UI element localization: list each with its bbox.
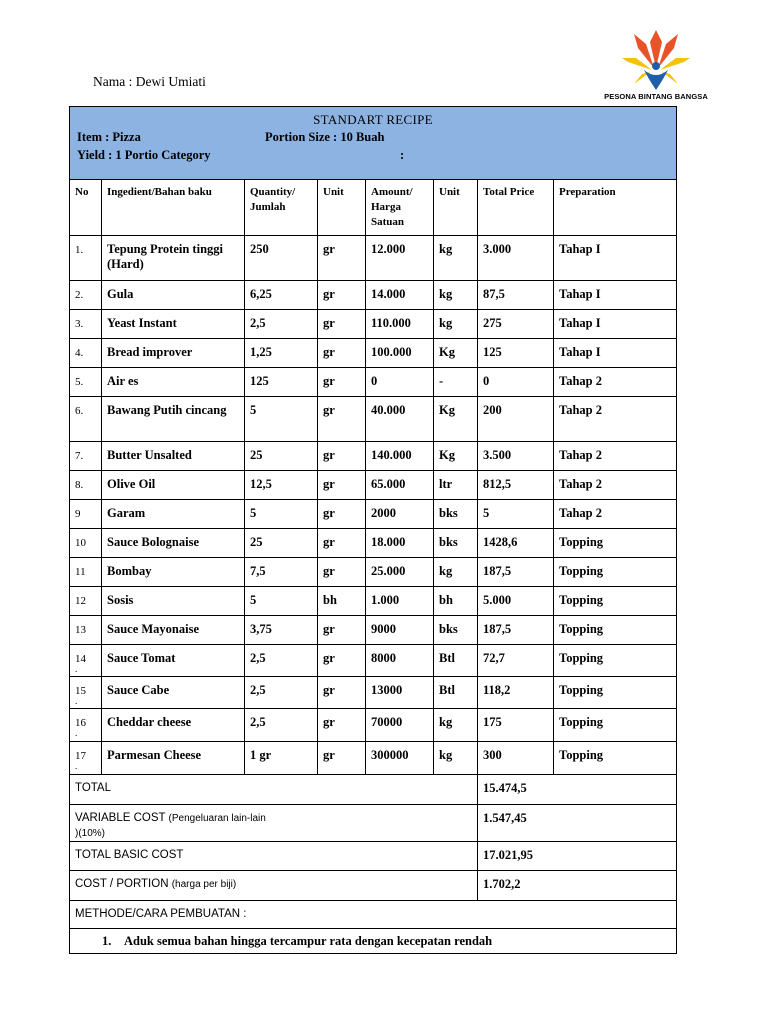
logo: [596, 28, 716, 108]
row-number-dot: .: [75, 761, 78, 771]
basic-cost-row: [70, 842, 677, 871]
row-number-text: 13: [75, 624, 86, 636]
cell-total-price: 3.500: [478, 442, 554, 471]
cell-quantity: 7,5: [245, 558, 318, 587]
recipe-title: STANDART RECIPE: [313, 112, 433, 127]
cell-unit: gr: [318, 500, 366, 529]
cell-unit: gr: [318, 529, 366, 558]
row-number-text: 5.: [75, 376, 84, 388]
cell-unit: gr: [318, 471, 366, 500]
cell-amount: 14.000: [366, 281, 434, 310]
row-number-text: 11: [75, 566, 86, 578]
row-number: [70, 558, 102, 587]
basic-cost-value: 17.021,95: [478, 842, 677, 871]
cell-unit2: kg: [434, 236, 478, 281]
cell-ingredient: Air es: [102, 368, 245, 397]
method-heading-row: [70, 901, 677, 929]
cell-total-price: 200: [478, 397, 554, 442]
cell-unit2: bks: [434, 529, 478, 558]
method-step-number: 1.: [102, 934, 112, 948]
ingredient-row: [70, 529, 677, 558]
cell-unit2: bks: [434, 500, 478, 529]
cell-total-price: 5: [478, 500, 554, 529]
row-number: [70, 236, 102, 281]
cell-unit2: ltr: [434, 471, 478, 500]
cell-amount: 12.000: [366, 236, 434, 281]
cell-quantity: 25: [245, 529, 318, 558]
row-number-text: 16: [75, 717, 86, 729]
cell-ingredient: Cheddar cheese: [102, 709, 245, 742]
recipe-header: [70, 107, 677, 180]
cost-portion-value: 1.702,2: [478, 871, 677, 901]
row-number: [70, 500, 102, 529]
cell-unit: gr: [318, 616, 366, 645]
cell-preparation: Topping: [554, 709, 677, 742]
row-number: [70, 616, 102, 645]
name-line: Nama : Dewi Umiati: [93, 74, 206, 89]
cell-unit: gr: [318, 368, 366, 397]
cell-ingredient: Garam: [102, 500, 245, 529]
col-no: No: [70, 180, 102, 236]
row-number-text: 1.: [75, 244, 84, 256]
cell-preparation: Topping: [554, 529, 677, 558]
cell-amount: 8000: [366, 645, 434, 677]
ingredient-row: [70, 677, 677, 709]
cell-preparation: Topping: [554, 587, 677, 616]
cell-unit: gr: [318, 645, 366, 677]
variable-cost-value: 1.547,45: [478, 805, 677, 842]
cell-amount: 70000: [366, 709, 434, 742]
cell-unit: gr: [318, 397, 366, 442]
ingredient-row: [70, 339, 677, 368]
row-number: [70, 310, 102, 339]
cell-quantity: 125: [245, 368, 318, 397]
cell-unit2: Btl: [434, 677, 478, 709]
row-number: [70, 471, 102, 500]
row-number: [70, 709, 102, 742]
cell-amount: 9000: [366, 616, 434, 645]
ingredient-row: [70, 236, 677, 281]
cost-portion-title: COST / PORTION: [75, 878, 169, 890]
ingredient-row: [70, 558, 677, 587]
row-number: [70, 529, 102, 558]
cell-ingredient: Gula: [102, 281, 245, 310]
cell-preparation: Topping: [554, 677, 677, 709]
cell-unit: gr: [318, 310, 366, 339]
ingredient-row: [70, 310, 677, 339]
cell-preparation: Tahap I: [554, 281, 677, 310]
cell-amount: 2000: [366, 500, 434, 529]
method-step-text: Aduk semua bahan hingga tercampur rata dengan kecepatan rendah: [124, 934, 493, 948]
cell-amount: 13000: [366, 677, 434, 709]
variable-cost-note: (Pengeluaran lain-lain: [168, 813, 266, 824]
cell-ingredient: Bombay: [102, 558, 245, 587]
row-number: [70, 339, 102, 368]
total-row: [70, 775, 677, 805]
cell-total-price: 187,5: [478, 616, 554, 645]
cell-unit: gr: [318, 281, 366, 310]
cell-unit2: -: [434, 368, 478, 397]
ingredient-row: [70, 645, 677, 677]
ingredient-row: [70, 368, 677, 397]
cell-amount: 1.000: [366, 587, 434, 616]
logo-text: PESONA BINTANG BANGSA: [604, 92, 708, 101]
cell-ingredient: Yeast Instant: [102, 310, 245, 339]
col-preparation: Preparation: [554, 180, 677, 236]
col-ingredient: Ingedient/Bahan baku: [102, 180, 245, 236]
cell-total-price: 72,7: [478, 645, 554, 677]
cell-unit: gr: [318, 442, 366, 471]
row-number: [70, 397, 102, 442]
column-header-row: [70, 180, 677, 236]
cost-portion-row: [70, 871, 677, 901]
cell-unit2: Btl: [434, 645, 478, 677]
cell-unit: gr: [318, 339, 366, 368]
cell-total-price: 275: [478, 310, 554, 339]
cell-unit: gr: [318, 742, 366, 775]
row-number: [70, 742, 102, 775]
cell-quantity: 12,5: [245, 471, 318, 500]
method-step-row: [70, 929, 677, 954]
variable-cost-row: [70, 805, 677, 842]
cell-ingredient: Olive Oil: [102, 471, 245, 500]
star-logo-icon: [620, 28, 692, 92]
cell-quantity: 250: [245, 236, 318, 281]
cell-total-price: 0: [478, 368, 554, 397]
ingredient-row: [70, 471, 677, 500]
cell-preparation: Tahap 2: [554, 442, 677, 471]
cell-total-price: 3.000: [478, 236, 554, 281]
cell-quantity: 3,75: [245, 616, 318, 645]
row-number-dot: .: [75, 728, 78, 738]
cell-unit2: kg: [434, 742, 478, 775]
method-step: [70, 929, 677, 954]
row-number: [70, 587, 102, 616]
cell-quantity: 2,5: [245, 310, 318, 339]
cell-preparation: Topping: [554, 558, 677, 587]
row-number-text: 17: [75, 750, 86, 762]
row-number-text: 9: [75, 508, 81, 520]
cell-quantity: 2,5: [245, 709, 318, 742]
total-value: 15.474,5: [478, 775, 677, 805]
cell-total-price: 175: [478, 709, 554, 742]
cell-unit2: kg: [434, 310, 478, 339]
cell-ingredient: Tepung Protein tinggi (Hard): [102, 236, 245, 281]
cell-unit2: Kg: [434, 442, 478, 471]
cell-preparation: Tahap I: [554, 339, 677, 368]
cell-total-price: 125: [478, 339, 554, 368]
cell-preparation: Tahap I: [554, 310, 677, 339]
row-number-text: 8.: [75, 479, 84, 491]
row-number-text: 6.: [75, 405, 84, 417]
basic-cost-label: TOTAL BASIC COST: [70, 842, 478, 871]
cost-portion-label: [70, 871, 478, 901]
cell-preparation: Topping: [554, 645, 677, 677]
cell-ingredient: Butter Unsalted: [102, 442, 245, 471]
col-quantity: Quantity/ Jumlah: [245, 180, 318, 236]
row-number-text: 14: [75, 653, 86, 665]
row-number: [70, 368, 102, 397]
ingredient-row: [70, 587, 677, 616]
cell-total-price: 187,5: [478, 558, 554, 587]
portion-size-label: Portion Size : 10 Buah: [265, 130, 385, 144]
cell-unit: bh: [318, 587, 366, 616]
ingredient-row: [70, 281, 677, 310]
row-number-dot: .: [75, 696, 78, 706]
col-amount: Amount/ Harga Satuan: [366, 180, 434, 236]
cell-ingredient: Sauce Tomat: [102, 645, 245, 677]
ingredient-row: [70, 500, 677, 529]
row-number: [70, 281, 102, 310]
cell-ingredient: Sosis: [102, 587, 245, 616]
row-number: [70, 442, 102, 471]
col-unit: Unit: [318, 180, 366, 236]
cell-unit2: kg: [434, 558, 478, 587]
variable-cost-title: VARIABLE COST: [75, 812, 166, 824]
item-label: Item : Pizza: [77, 130, 141, 144]
cell-total-price: 812,5: [478, 471, 554, 500]
cell-amount: 40.000: [366, 397, 434, 442]
cell-unit: gr: [318, 677, 366, 709]
cost-portion-note: (harga per biji): [171, 879, 237, 890]
cell-unit2: Kg: [434, 397, 478, 442]
cell-unit2: bh: [434, 587, 478, 616]
recipe-header-row: [70, 107, 677, 180]
row-number-text: 12: [75, 595, 86, 607]
cell-quantity: 1,25: [245, 339, 318, 368]
cell-quantity: 6,25: [245, 281, 318, 310]
variable-cost-pct: )(10%): [75, 828, 106, 839]
cell-unit2: Kg: [434, 339, 478, 368]
cell-quantity: 5: [245, 397, 318, 442]
cell-ingredient: Bawang Putih cincang: [102, 397, 245, 442]
cell-ingredient: Sauce Mayonaise: [102, 616, 245, 645]
cell-quantity: 1 gr: [245, 742, 318, 775]
cell-ingredient: Bread improver: [102, 339, 245, 368]
cell-amount: 140.000: [366, 442, 434, 471]
cell-preparation: Tahap 2: [554, 368, 677, 397]
cell-quantity: 25: [245, 442, 318, 471]
cell-amount: 100.000: [366, 339, 434, 368]
row-number-dot: .: [75, 664, 78, 674]
cell-total-price: 118,2: [478, 677, 554, 709]
cell-total-price: 87,5: [478, 281, 554, 310]
cell-total-price: 300: [478, 742, 554, 775]
cell-preparation: Topping: [554, 616, 677, 645]
cell-unit: gr: [318, 709, 366, 742]
cell-unit: gr: [318, 236, 366, 281]
cell-preparation: Topping: [554, 742, 677, 775]
ingredient-row: [70, 397, 677, 442]
total-label: TOTAL: [70, 775, 478, 805]
row-number: [70, 677, 102, 709]
method-heading: METHODE/CARA PEMBUATAN :: [70, 901, 677, 929]
cell-amount: 110.000: [366, 310, 434, 339]
cell-unit: gr: [318, 558, 366, 587]
cell-ingredient: Sauce Cabe: [102, 677, 245, 709]
row-number-text: 15: [75, 685, 86, 697]
cell-amount: 300000: [366, 742, 434, 775]
cell-amount: 18.000: [366, 529, 434, 558]
cell-ingredient: Parmesan Cheese: [102, 742, 245, 775]
cell-preparation: Tahap 2: [554, 471, 677, 500]
cell-amount: 0: [366, 368, 434, 397]
cell-total-price: 1428,6: [478, 529, 554, 558]
row-number-text: 4.: [75, 347, 84, 359]
cell-quantity: 2,5: [245, 677, 318, 709]
cell-amount: 65.000: [366, 471, 434, 500]
cell-quantity: 2,5: [245, 645, 318, 677]
col-unit2: Unit: [434, 180, 478, 236]
row-number-text: 2.: [75, 289, 84, 301]
cell-unit2: kg: [434, 281, 478, 310]
row-number-text: 7.: [75, 450, 84, 462]
yield-label: Yield : 1 Portio Category: [77, 148, 211, 162]
cell-unit2: bks: [434, 616, 478, 645]
cell-amount: 25.000: [366, 558, 434, 587]
cell-preparation: Tahap 2: [554, 500, 677, 529]
row-number-text: 10: [75, 537, 86, 549]
row-number: [70, 645, 102, 677]
ingredient-row: [70, 616, 677, 645]
cell-quantity: 5: [245, 500, 318, 529]
recipe-table: [69, 106, 677, 954]
category-colon: :: [400, 148, 405, 162]
cell-unit2: kg: [434, 709, 478, 742]
ingredient-row: [70, 442, 677, 471]
cell-quantity: 5: [245, 587, 318, 616]
cell-ingredient: Sauce Bolognaise: [102, 529, 245, 558]
ingredient-row: [70, 742, 677, 775]
cell-total-price: 5.000: [478, 587, 554, 616]
cell-preparation: Tahap 2: [554, 397, 677, 442]
cell-preparation: Tahap I: [554, 236, 677, 281]
col-total: Total Price: [478, 180, 554, 236]
row-number-text: 3.: [75, 318, 84, 330]
ingredient-row: [70, 709, 677, 742]
variable-cost-label: [70, 805, 478, 842]
